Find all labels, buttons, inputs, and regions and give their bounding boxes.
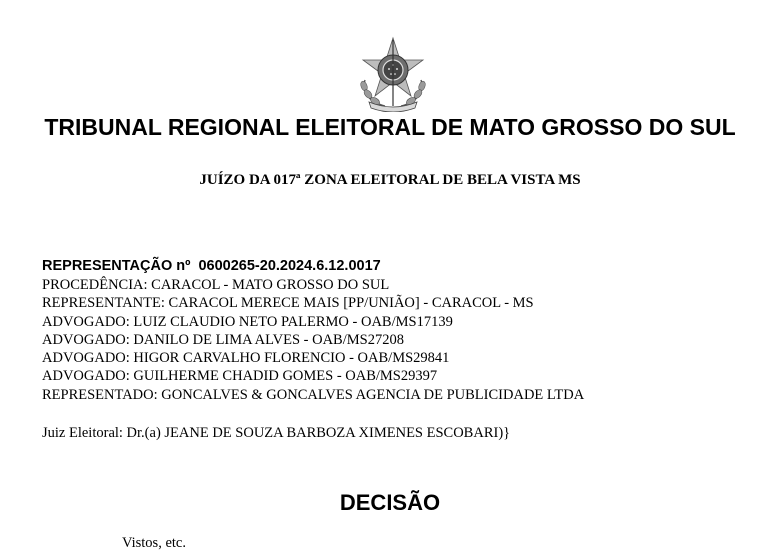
party-lawyer: ADVOGADO: DANILO DE LIMA ALVES - OAB/MS27208 — [42, 331, 404, 348]
body-first-line: Vistos, etc. — [122, 535, 186, 551]
party-plaintiff: REPRESENTANTE: CARACOL MERECE MAIS [PP/UNIÃO] - CARACOL - MS — [42, 295, 534, 312]
party-lawyer: ADVOGADO: LUIZ CLAUDIO NETO PALERMO - OAB/MS17139 — [42, 313, 453, 330]
brazil-coat-of-arms-icon — [355, 36, 431, 112]
case-number: REPRESENTAÇÃO nº 0600265-20.2024.6.12.0017 — [42, 258, 381, 274]
party-defendant: REPRESENTADO: GONCALVES & GONCALVES AGENCIA DE PUBLICIDADE LTDA — [42, 386, 585, 403]
party-lawyer: ADVOGADO: GUILHERME CHADID GOMES - OAB/MS29397 — [42, 368, 438, 385]
court-title: TRIBUNAL REGIONAL ELEITORAL DE MATO GROSSO DO SUL — [44, 114, 736, 140]
party-lawyer: ADVOGADO: HIGOR CARVALHO FLORENCIO - OAB/MS29841 — [42, 350, 450, 367]
judge-line: Juiz Eleitoral: Dr.(a) JEANE DE SOUZA BARBOZA XIMENES ESCOBARI)} — [42, 425, 511, 441]
party-origin: PROCEDÊNCIA: CARACOL - MATO GROSSO DO SUL — [42, 277, 390, 293]
section-title-decision: DECISÃO — [339, 490, 441, 515]
zone-subtitle: JUÍZO DA 017ª ZONA ELEITORAL DE BELA VISTA MS — [199, 172, 581, 188]
case-header — [42, 257, 762, 404]
